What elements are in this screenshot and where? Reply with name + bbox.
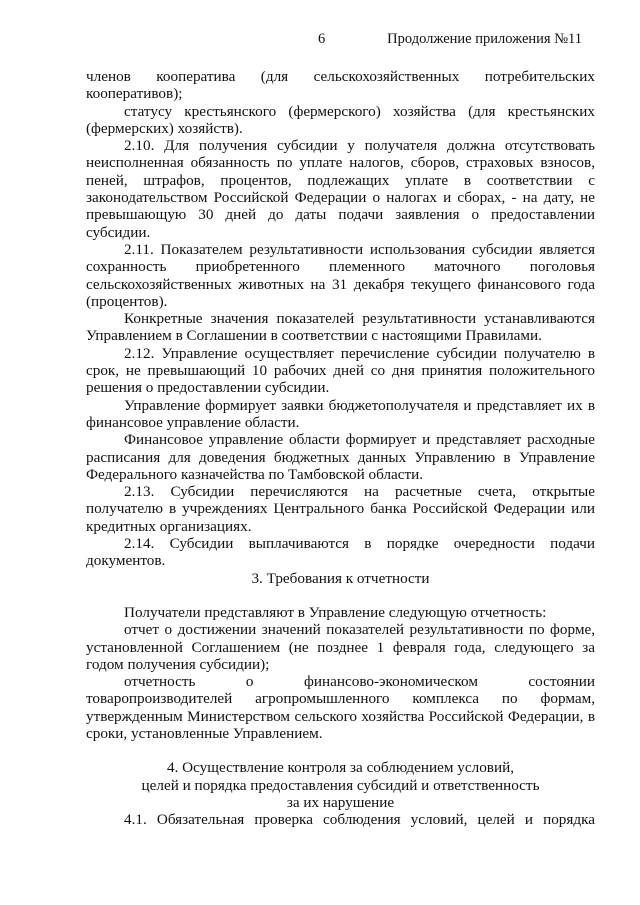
spacer [86,742,595,759]
paragraph-cooperative-members: членов кооператива (для сельскохозяйственных потребительских кооперативов); [86,68,595,103]
spacer [86,587,595,604]
appendix-continuation-note: Продолжение приложения №11 [387,31,582,47]
section-4-heading-line-3: за их нарушение [286,793,395,811]
paragraph-2-13: 2.13. Субсидии перечисляются на расчетные счета, открытые получателю в учреждениях Центрального банка Российской Федерации или кредитных организациях. [86,483,595,535]
scan-margin-mark [2,856,5,878]
paragraph-2-12: 2.12. Управление осуществляет перечисление субсидии получателю в срок, не превышающий 10 рабочих дней со дня принятия положительного решения о предоставлении субсидии. [86,344,595,397]
paragraph-2-10: 2.10. Для получения субсидии у получателя должна отсутствовать неисполненная обязанность по уплате налогов, сборов, страховых взносов, пеней, штрафов, процентов, подлежащих уплате в соответствии с законодательством Российской Федерации о налогах и сборах, - на дату, не превышающую 30 дней до даты подачи заявления о предоставлении субсидии. [86,137,595,241]
paragraph-budget-requests: Управление формирует заявки бюджетополучателя и представляет их в финансовое управление области. [86,396,595,431]
page-number: 6 [318,31,326,47]
paragraph-expense-schedules: Финансовое управление области формирует и представляет расходные расписания для доведения бюджетных данных Управлению в Управление Федерального казначейства по Тамбовской области. [86,431,595,483]
paragraph-4-1: 4.1. Обязательная проверка соблюдения условий, целей и порядка [124,811,595,829]
paragraph-financial-report: отчетность о финансово-экономическом состоянии товаропроизводителей агропромышленного комплекса по формам, утвержденным Министерством сельского хозяйства Российской Федерации, в сроки, установленные Управлением. [86,673,595,742]
page-header [0,31,640,51]
paragraph-farm-status: статусу крестьянского (фермерского) хозяйства (для крестьянских (фермерских) хозяйств). [86,102,595,137]
section-4-heading-line-1: 4. Осуществление контроля за соблюдением условий, [166,759,515,777]
paragraph-performance-report: отчет о достижении значений показателей результативности по форме, установленной Соглашением (не позднее 1 февраля года, следующего за годом получения субсидии); [86,621,595,673]
paragraph-2-14: 2.14. Субсидии выплачиваются в порядке очередности подачи документов. [86,535,595,570]
document-body [86,68,595,828]
section-4-heading-line-2: целей и порядка предоставления субсидий и ответственность [141,776,540,794]
section-3-heading: 3. Требования к отчетности [251,569,430,587]
paragraph-2-11: 2.11. Показателем результативности использования субсидии является сохранность приобретенного племенного маточного поголовья сельскохозяйственных животных на 31 декабря текущего финансового года (процентов). [86,240,595,310]
paragraph-reporting-intro: Получатели представляют в Управление следующую отчетность: [124,603,547,621]
paragraph-indicator-values: Конкретные значения показателей результативности устанавливаются Управлением в Соглашении в соответствии с настоящими Правилами. [86,310,595,345]
